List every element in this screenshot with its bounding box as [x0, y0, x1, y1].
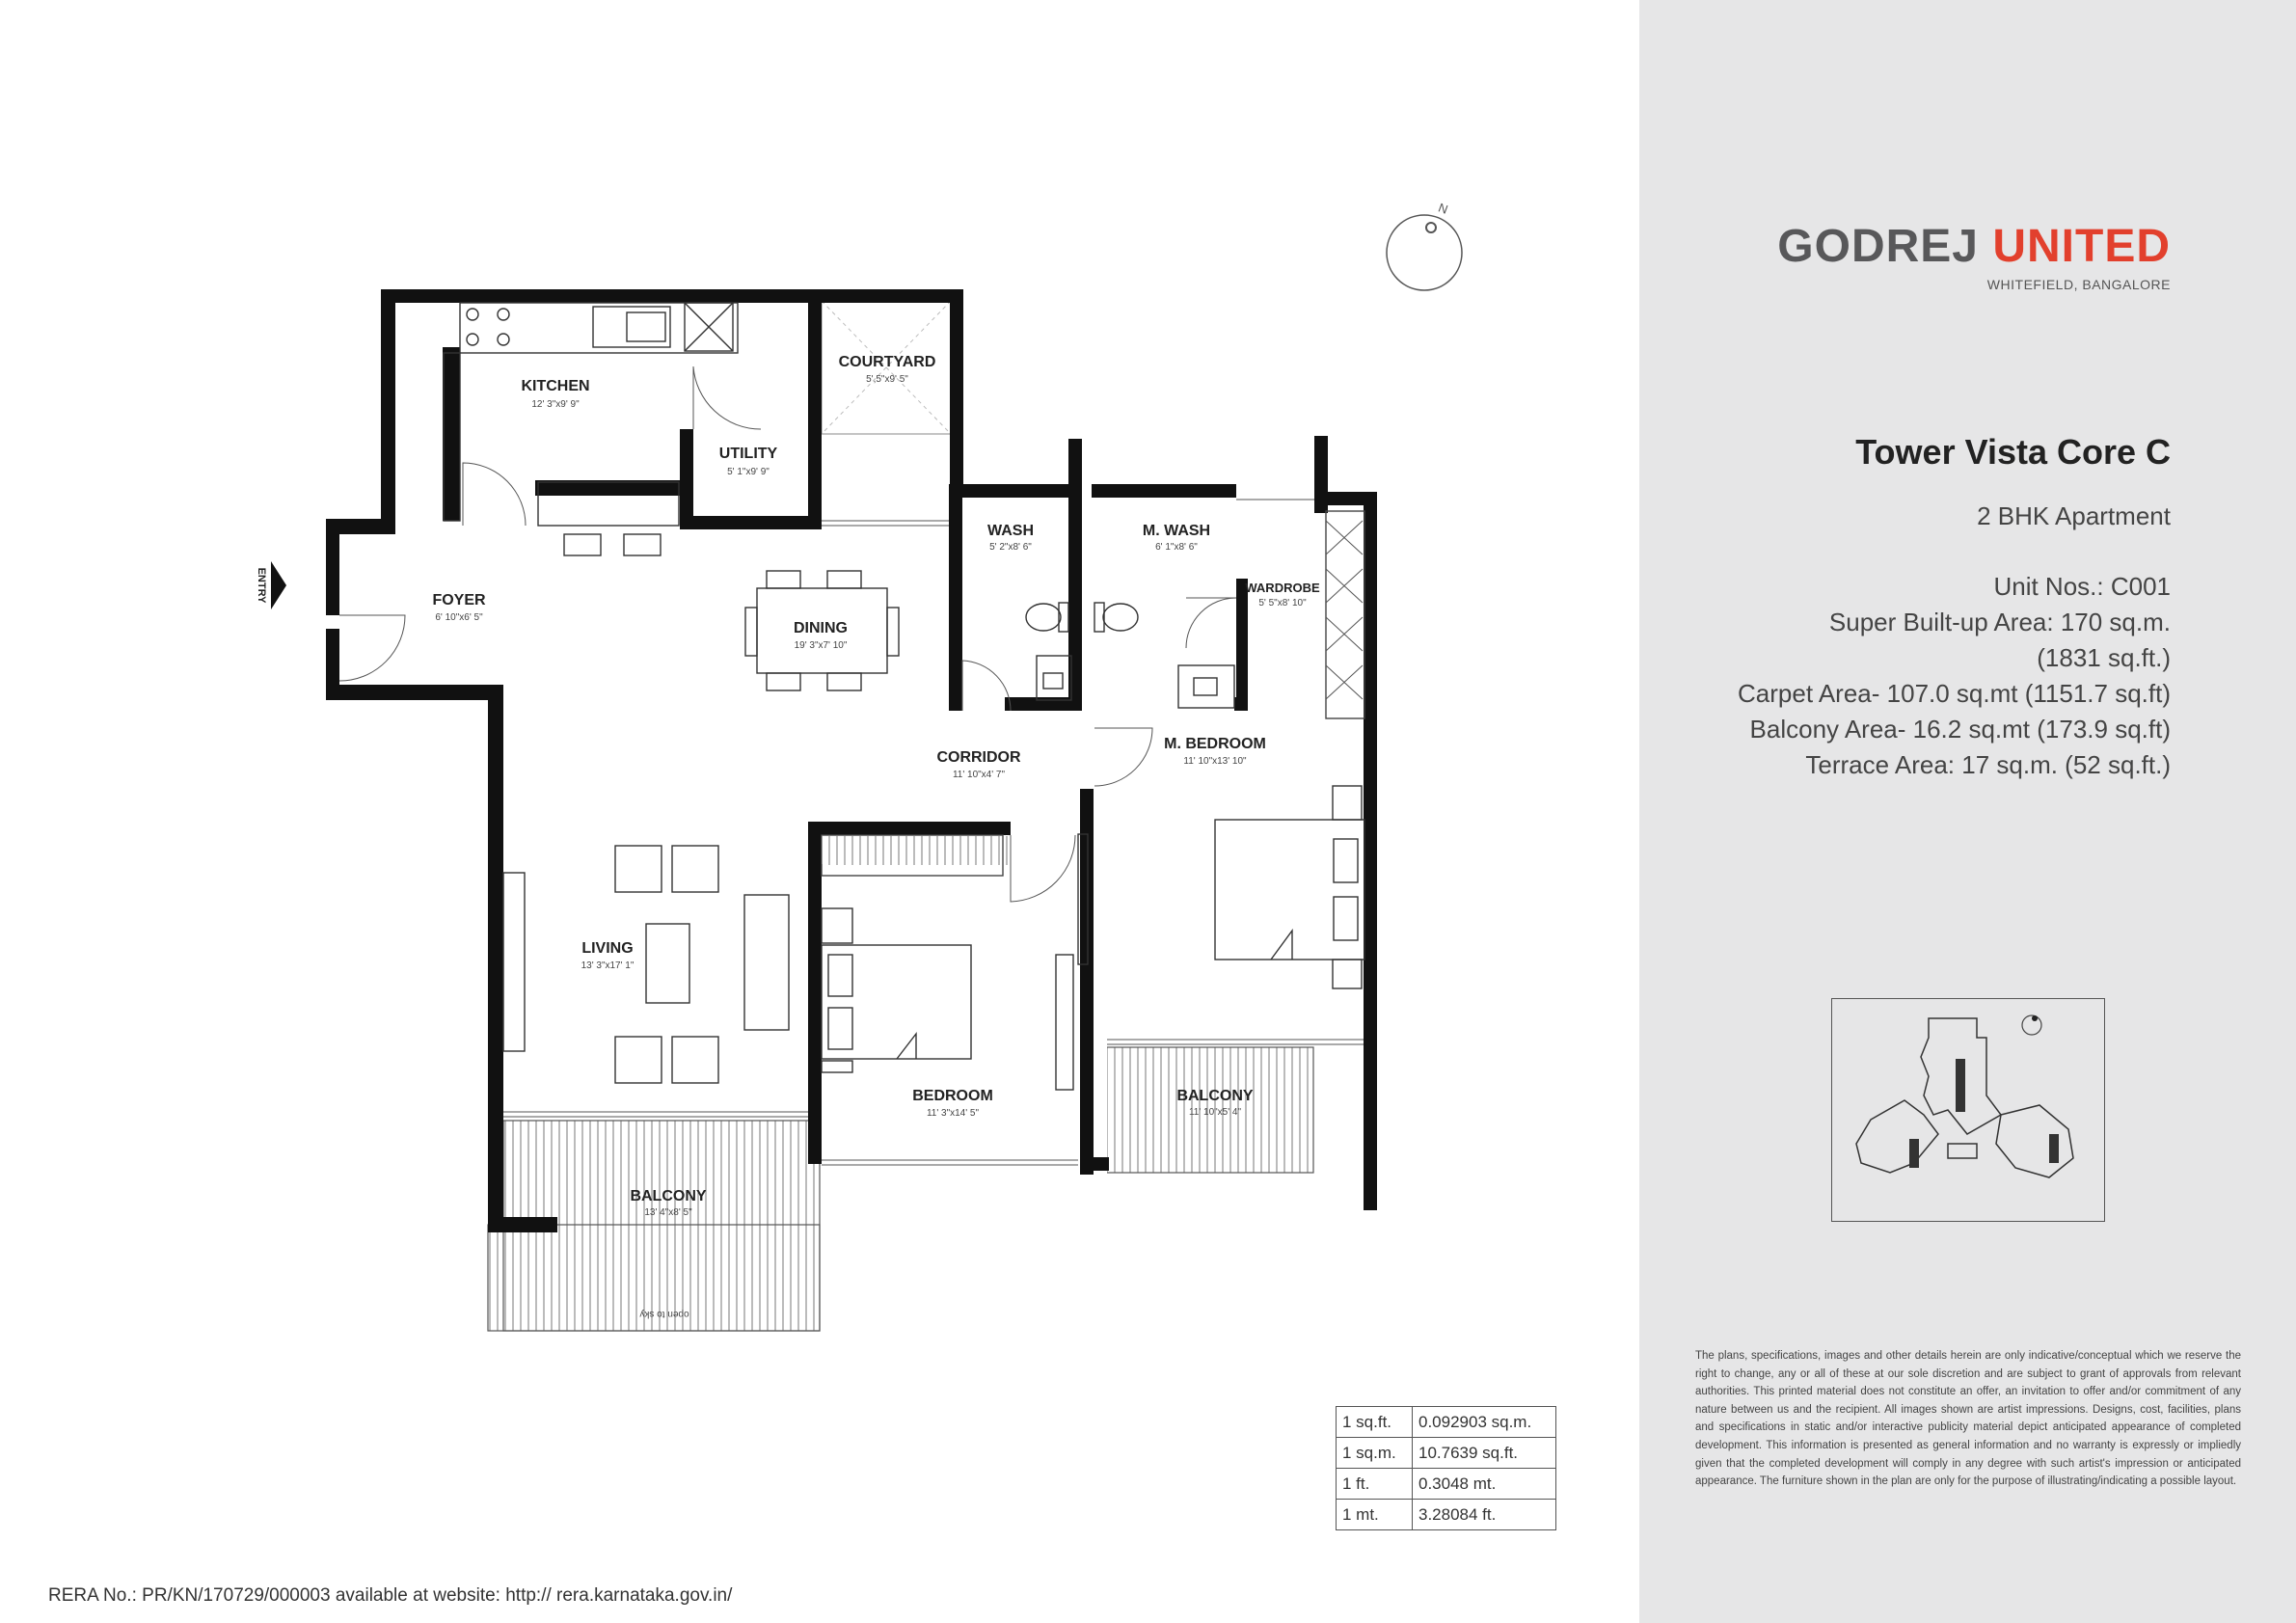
m-bedroom-dim: 11' 10"x13' 10": [1183, 756, 1247, 767]
foyer-dim: 6' 10"x6' 5": [435, 612, 483, 623]
apartment-type: 2 BHK Apartment: [1977, 501, 2171, 530]
conversion-value: 0.092903 sq.m.: [1413, 1407, 1556, 1438]
conversion-unit: 1 ft.: [1337, 1469, 1413, 1500]
utility-label: UTILITY: [718, 446, 778, 462]
unit-specs: [1738, 569, 2171, 783]
table-row: [1337, 1438, 1556, 1469]
carpet-area: Carpet Area- 107.0 sq.mt (1151.7 sq.ft): [1738, 679, 2171, 708]
m-wash-label: M. WASH: [1142, 523, 1211, 539]
brand-location: WHITEFIELD, BANGALORE: [1986, 277, 2171, 292]
toilet-fixtures: [1026, 603, 1234, 708]
tower-title: Tower Vista Core C: [1855, 432, 2171, 472]
bedroom-wardrobe: [822, 835, 1003, 876]
bar-stools: [564, 534, 661, 555]
super-built-up-sqft: (1831 sq.ft.): [2037, 643, 2171, 672]
living-label: LIVING: [581, 940, 634, 957]
open-to-sky-label: open to sky: [639, 1309, 689, 1319]
courtyard-dim: 5',5"x9' 5": [866, 374, 908, 385]
table-row: [1337, 1500, 1556, 1530]
master-bed: [1078, 786, 1364, 988]
m-bedroom-label: M. BEDROOM: [1164, 736, 1266, 752]
conversion-unit: 1 sq.ft.: [1337, 1407, 1413, 1438]
entry-arrow-icon: [256, 561, 286, 609]
conversion-value: 0.3048 mt.: [1413, 1469, 1556, 1500]
brand-name-second: UNITED: [1992, 221, 2171, 272]
super-built-up-area: Super Built-up Area: 170 sq.m.: [1828, 608, 2171, 636]
wardrobe-label: WARDROBE: [1245, 581, 1320, 595]
wardrobe-dim: 5' 5"x8' 10": [1258, 598, 1307, 609]
corridor-label: CORRIDOR: [936, 749, 1021, 766]
m-wash-dim: 6' 1"x8' 6": [1155, 542, 1198, 553]
utility-dim: 5' 1"x9' 9": [727, 467, 770, 477]
wash-label: WASH: [987, 523, 1034, 539]
brand-name-first: GODREJ: [1777, 221, 1979, 272]
balcony-bedroom-dim: 11' 10"x5' 4": [1188, 1107, 1242, 1118]
terrace-area: Terrace Area: 17 sq.m. (52 sq.ft.): [1805, 750, 2171, 779]
kitchen-label: KITCHEN: [521, 378, 590, 394]
disclaimer-text: The plans, specifications, images and other details herein are only indicative/conceptual which we reserve the right to change, any or all of these at our sole discretion and are subject to grant of approvals from relevant authorities. This printed material does not constitute an offer, an invitation to offer and/or commitment of any nature between us and the recipient. All images shown are artist impressions. Designs, cost, facilities, plans and specifications in static and/or interactive publicity material depict anticipated appearance of completed development. This information is presented as general information and no warranty is expressly or impliedly given that the completed development will comply in any degree with such artist's impression or anticipated appearance. The furniture shown in the plan are only for the purpose of illustrating/indicating a possible layout.: [1695, 1350, 2241, 1488]
corridor-dim: 11' 10"x4' 7": [952, 770, 1006, 780]
kitchen-dim: 12' 3"x9' 9": [531, 399, 580, 410]
conversion-unit: 1 mt.: [1337, 1500, 1413, 1530]
info-panel: [1639, 0, 2296, 1623]
key-plan-diagram: [1832, 999, 2104, 1221]
brand-logo: [1777, 220, 2171, 273]
conversion-value: 3.28084 ft.: [1413, 1500, 1556, 1530]
courtyard-label: COURTYARD: [838, 354, 936, 370]
living-dim: 13' 3"x17' 1": [581, 960, 635, 971]
key-plan: [1831, 998, 2105, 1222]
entry-label: ENTRY: [256, 567, 267, 604]
conversion-table: [1336, 1406, 1556, 1530]
bedroom-label: BEDROOM: [912, 1088, 993, 1104]
conversion-value: 10.7639 sq.ft.: [1413, 1438, 1556, 1469]
bedroom-dim: 11' 3"x14' 5": [926, 1108, 980, 1119]
balcony-living-dim: 13' 4"x8' 5": [644, 1207, 692, 1218]
conversion-unit: 1 sq.m.: [1337, 1438, 1413, 1469]
balcony-bedroom-label: BALCONY: [1176, 1088, 1254, 1104]
bedroom-bed: [822, 908, 1073, 1090]
unit-nos: Unit Nos.: C001: [1993, 572, 2171, 601]
wardrobe-unit: [1326, 511, 1364, 718]
balcony-living-label: BALCONY: [630, 1188, 707, 1204]
balcony-area: Balcony Area- 16.2 sq.mt (173.9 sq.ft): [1749, 715, 2171, 744]
table-row: [1337, 1469, 1556, 1500]
north-compass-icon: [1387, 200, 1462, 290]
dining-label: DINING: [794, 620, 848, 636]
table-row: [1337, 1407, 1556, 1438]
wash-dim: 5' 2"x8' 6": [989, 542, 1032, 553]
north-label: N: [1436, 200, 1450, 217]
living-sofa-set: [503, 846, 789, 1083]
rera-number: RERA No.: PR/KN/170729/000003 available at website: http:// rera.karnataka.gov.in/: [48, 1585, 733, 1606]
dining-dim: 19' 3"x7' 10": [794, 640, 848, 651]
foyer-label: FOYER: [432, 592, 486, 609]
